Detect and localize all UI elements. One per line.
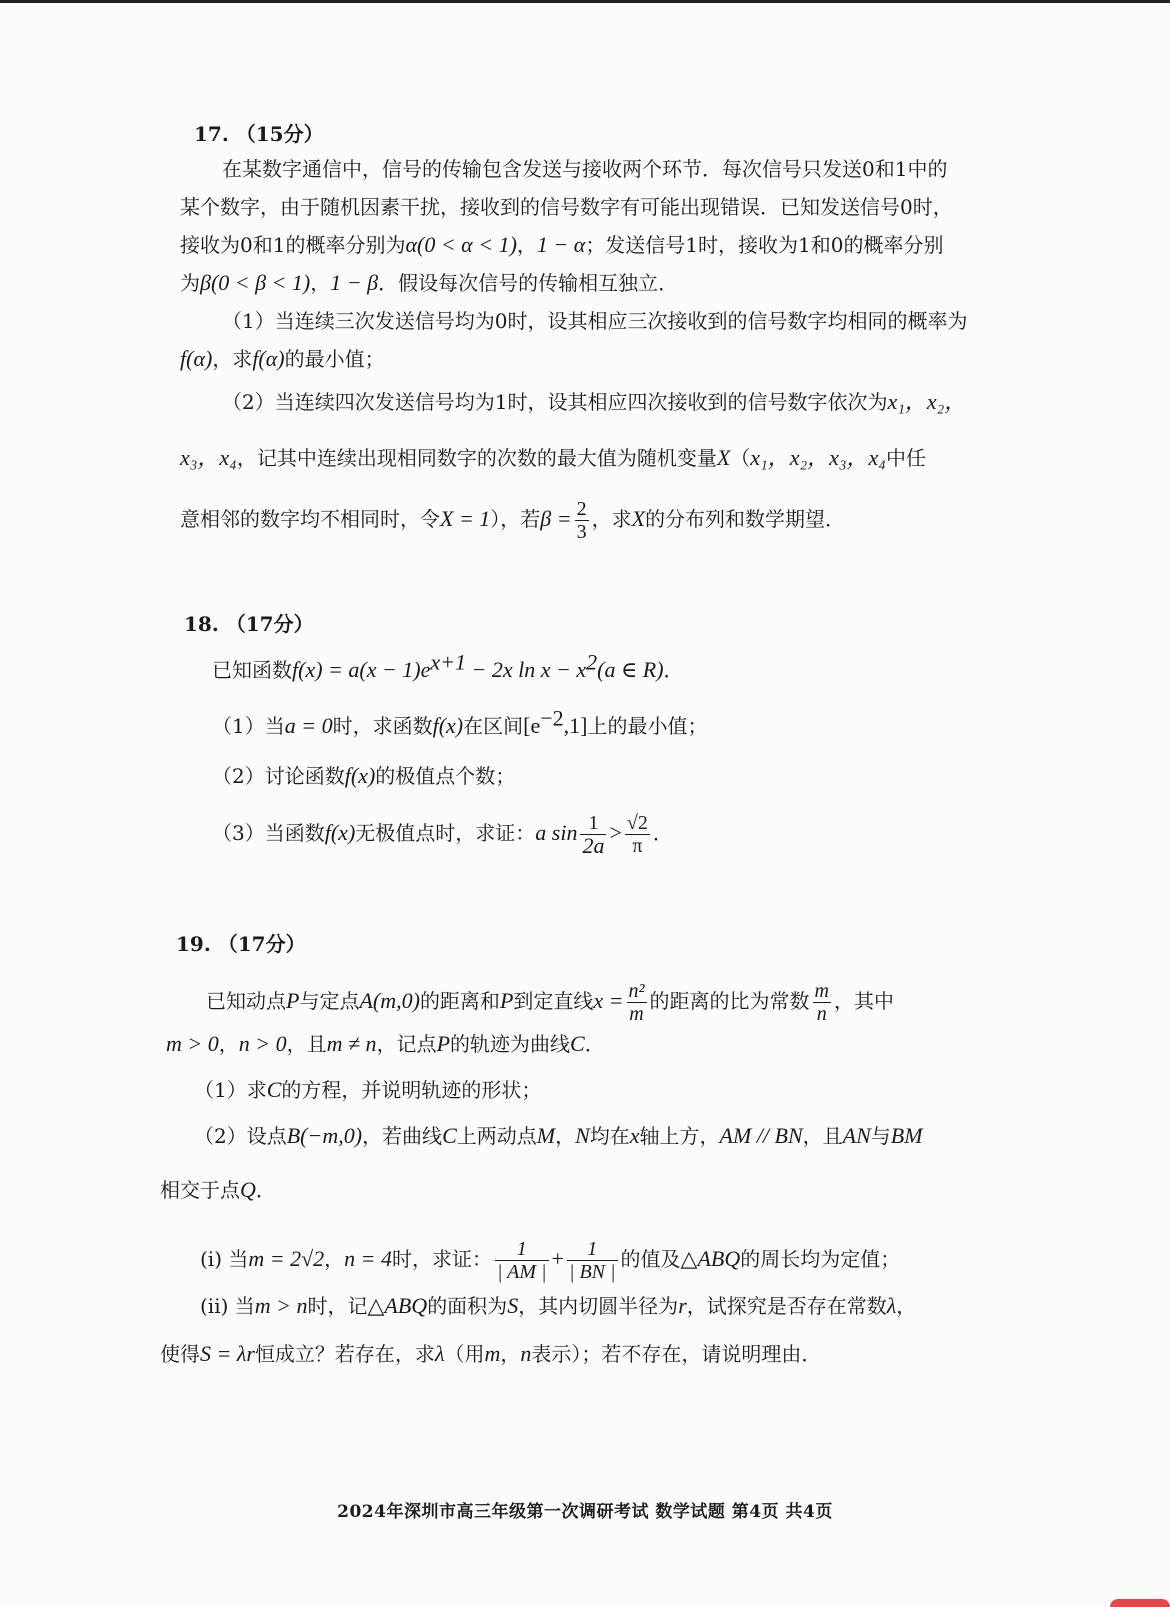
q19-part2-ii-line1: (ii) 当m > n时，记△ABQ的面积为S，其内切圆半径为r，试探究是否存在常数λ， <box>200 1293 917 1318</box>
q19-part2-ii-line2: 使得S = λr恒成立？若存在，求λ（用m，n表示）；若不存在，请说明理由． <box>160 1341 822 1366</box>
q19-part1: （1）求C的方程，并说明轨迹的形状； <box>194 1077 542 1102</box>
q19-stem-line2: m > 0，n > 0，且m ≠ n，记点P的轨迹为曲线C． <box>166 1031 605 1056</box>
q18-header: 18. （17分） <box>184 612 314 636</box>
fraction-sqrt2-over-pi: $\frac{√2}{\pi}$ <box>626 812 648 857</box>
q17-stem-line2: 某个数字，由于随机因素干扰，接收到的信号数字有可能出现错误．已知发送信号0时， <box>180 195 953 219</box>
q17-part2-line2: x₃，x₄，记其中连续出现相同数字的次数的最大值为随机变量X（x₁，x₂，x₃，x₄中任 <box>180 445 926 470</box>
fraction-two-thirds: $\frac{2}{3}$ <box>576 498 587 543</box>
page-footer: 2024年深圳市高三年级第一次调研考试 数学试题 第4页 共4页 <box>337 1502 833 1522</box>
q17-part1-line2: f(α)，求f(α)的最小值； <box>180 346 385 371</box>
page-top-border <box>0 0 1170 3</box>
q18-part3: （3）当函数f(x)无极值点时，求证：a sin $\frac{1}{2a}$ > $\frac{√2}{\pi}$ ． <box>212 812 673 858</box>
q18-part2: （2）讨论函数f(x)的极值点个数； <box>212 763 516 788</box>
q19-header: 19. （17分） <box>176 932 306 956</box>
q18-part1: （1）当a = 0时，求函数f(x)在区间$[e^{-2},1]$上的最小值； <box>212 705 708 738</box>
q19-part2-i: (i) 当m = 2√2，n = 4时，求证： $\frac{1}{| AM |}$ + $\frac{1}{| BN |}$ 的值及△ABQ的周长均为定值； <box>200 1238 901 1283</box>
q18-stem: 已知函数$f(x) = a(x - 1)e^{x+1} - 2x$ $\ln x - x^2(a$ ∈ R)． <box>212 649 684 682</box>
q17-part1-line1: （1）当连续三次发送信号均为0时，设其相应三次接收到的信号数字均相同的概率为 <box>222 309 968 333</box>
fraction-one-over-BN: $\frac{1}{| BN |}$ <box>568 1238 616 1283</box>
fraction-one-over-AM: $\frac{1}{| AM |}$ <box>497 1238 547 1283</box>
fraction-m-over-n: $\frac{m}{n}$ <box>814 980 829 1025</box>
q17-part2-line1: （2）当连续四次发送信号均为1时，设其相应四次接收到的信号数字依次为x₁，x₂， <box>222 389 967 414</box>
q17-header: 17. （15分） <box>194 122 324 146</box>
q19-part2-line2: 相交于点Q． <box>160 1177 276 1202</box>
fraction-n2-over-m: $\frac{\text{n²}}{m}$ <box>628 980 645 1025</box>
q17-stem-line1: 在某数字通信中，信号的传输包含发送与接收两个环节．每次信号只发送0和1中的 <box>222 157 948 181</box>
q17-part2-line3: 意相邻的数字均不相同时，令X = 1），若β = $\frac{2}{3}$ ，求X的分布列和数学期望． <box>180 498 846 543</box>
q17-stem-line3: 接收为0和1的概率分别为α(0 < α < 1)，1 − α；发送信号1时，接收为1和0的概率分别 <box>180 232 944 257</box>
q17-stem-line4: 为β(0 < β < 1)，1 − β．假设每次信号的传输相互独立． <box>180 270 679 295</box>
fraction-one-over-2a: $\frac{1}{2a}$ <box>582 812 605 858</box>
q19-stem-line1: 已知动点P与定点A(m,0)的距离和P到定直线x = $\frac{\text{n²}}{m}$ 的距离的比为常数 $\frac{m}{n}$ ，其中 <box>206 980 894 1025</box>
q19-part2-line1: （2）设点B(−m,0)，若曲线C上两动点M，N均在x轴上方，AM // BN，且AN与BM <box>194 1123 923 1148</box>
corner-scan-mark <box>1110 1599 1170 1607</box>
